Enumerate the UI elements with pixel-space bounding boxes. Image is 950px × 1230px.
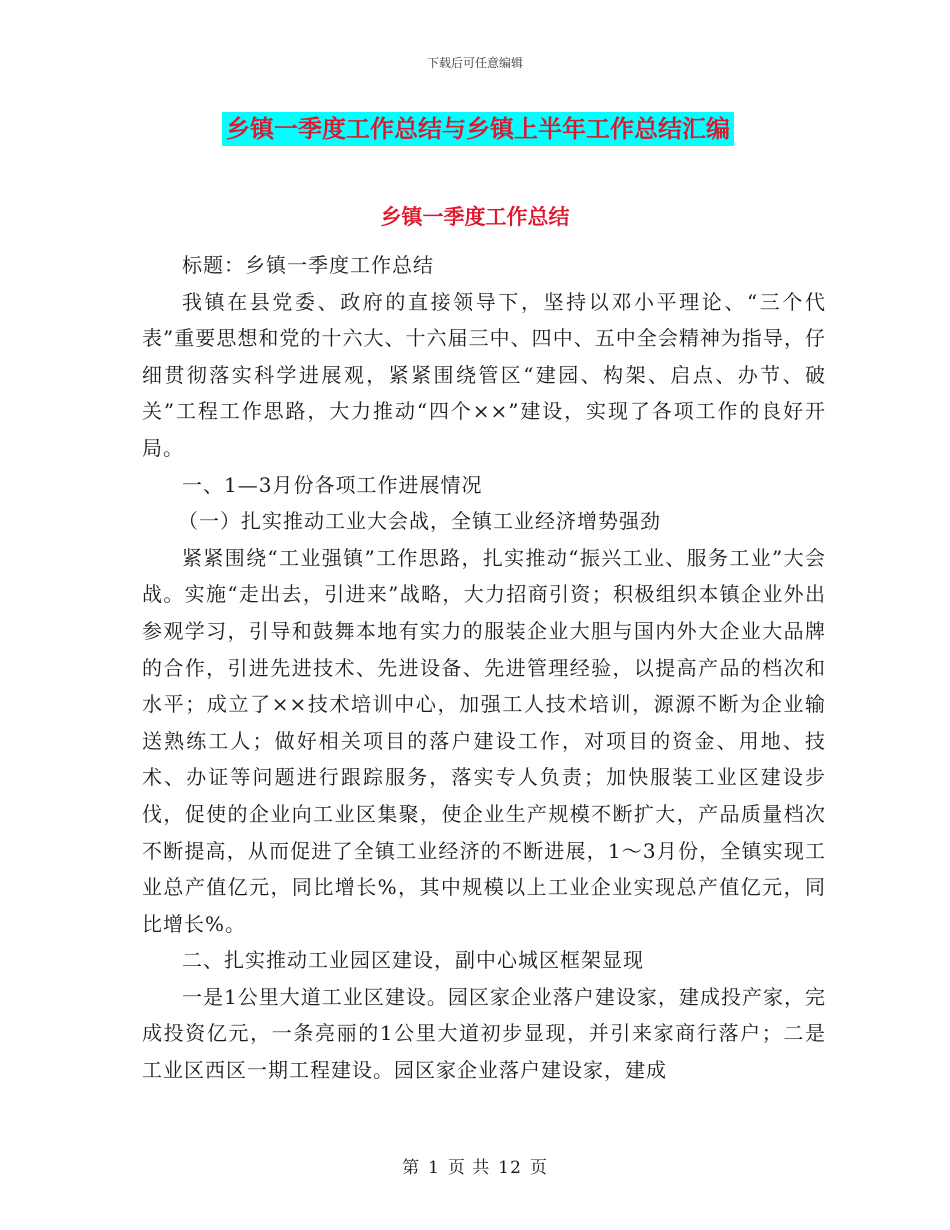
paragraph-section-one-heading: 一、1—3月份各项工作进展情况 (182, 472, 483, 497)
page-total: 12 (498, 1158, 522, 1178)
section-title: 乡镇一季度工作总结 (380, 205, 570, 229)
page-current: 1 (428, 1158, 440, 1178)
page-label-suffix: 页 (529, 1158, 548, 1178)
paragraph-industry: 紧紧围绕“工业强镇”工作思路，扎实推动“振兴工业、服务工业”大会战。实施“走出去，引进来”战略，大力招商引资；积极组织本镇企业外出参观学习，引导和鼓舞本地有实力的服装企业大胆与国内外大企业大品牌的合作，引进先进技术、先进设备、先进管理经验，以提高产品的档次和水平；成立了××技术培训中心，加强工人技术培训，源源不断为企业输送熟练工人；做好相关项目的落户建设工作，对项目的资金、用地、技术、办证等问题进行跟踪服务，落实专人负责；加快服装工业区建设步伐，促使的企业向工业区集聚，使企业生产规模不断扩大，产品质量档次不断提高，从而促进了全镇工业经济的不断进展，1～3月份，全镇实现工业总产值亿元，同比增长%，其中规模以上工业企业实现总产值亿元，同比增长%。 (142, 545, 826, 936)
paragraph-subsection-heading: （一）扎实推动工业大会战，全镇工业经济增势强劲 (178, 509, 661, 534)
page-label-mid: 页 共 (447, 1158, 491, 1178)
paragraph-heading-label: 标题：乡镇一季度工作总结 (182, 253, 434, 277)
header-note: 下载后可任意编辑 (426, 56, 523, 70)
page-label-prefix: 第 (402, 1158, 421, 1178)
paragraph-park-construction: 一是1公里大道工业区建设。园区家企业落户建设家，建成投产家，完成投资亿元，一条亮丽的1公里大道初步显现，并引来家商行落户；二是工业区西区一期工程建设。园区家企业落户建设家，建成 (142, 984, 826, 1083)
document-main-title: 乡镇一季度工作总结与乡镇上半年工作总结汇编 (222, 112, 734, 146)
document-body (142, 247, 826, 1089)
paragraph-intro: 我镇在县党委、政府的直接领导下，坚持以邓小平理论、“三个代表”重要思想和党的十六大、十六届三中、四中、五中全会精神为指导，仔细贯彻落实科学进展观，紧紧围绕管区“建园、构架、启点、办节、破关”工程工作思路，大力推动“四个××”建设，实现了各项工作的良好开局。 (142, 289, 826, 460)
page-footer (0, 1153, 950, 1178)
paragraph-section-two-heading: 二、扎实推动工业园区建设，副中心城区框架显现 (182, 948, 644, 973)
